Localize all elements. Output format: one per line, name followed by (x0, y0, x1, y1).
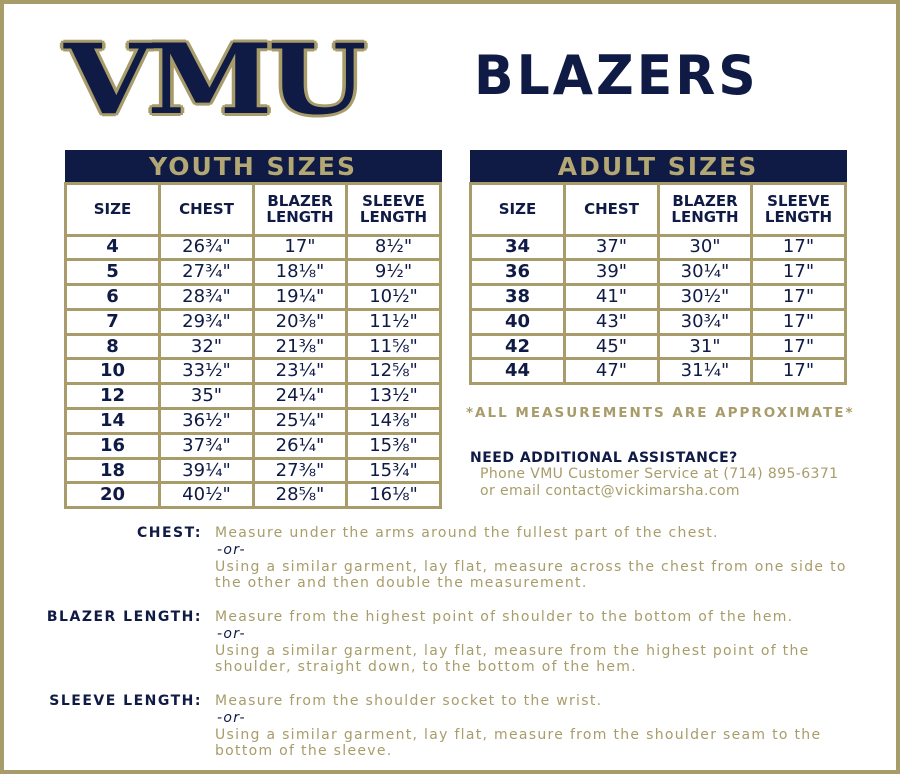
instruction-or: -or- (217, 541, 246, 558)
table-row (66, 384, 441, 409)
blazer-length-cell: 31" (659, 334, 752, 359)
youth-table-body (66, 235, 441, 508)
blazer-length-cell: 30½" (659, 285, 752, 310)
size-cell: 6 (66, 285, 160, 310)
chest-cell: 32" (160, 334, 254, 359)
size-cell: 18 (66, 458, 160, 483)
youth-header-blazer-length: BLAZER LENGTH (254, 183, 347, 235)
sleeve-length-cell: 14⅜" (347, 409, 441, 434)
table-row (66, 483, 441, 508)
instruction-label: BLAZER LENGTH: (46, 609, 202, 625)
vmu-logo: VMU (64, 23, 362, 136)
instruction-primary: Measure under the arms around the fullest part of the chest. (215, 525, 719, 541)
assistance-email[interactable]: or email contact@vickimarsha.com (480, 483, 740, 499)
table-row (66, 285, 441, 310)
blazer-length-cell: 30" (659, 235, 752, 260)
chest-cell: 26¾" (160, 235, 254, 260)
chest-cell: 27¾" (160, 260, 254, 285)
chest-cell: 40½" (160, 483, 254, 508)
size-cell: 36 (471, 260, 565, 285)
blazer-length-cell: 17" (254, 235, 347, 260)
youth-banner: YOUTH SIZES (66, 151, 441, 183)
blazer-length-cell: 18⅛" (254, 260, 347, 285)
size-cell: 20 (66, 483, 160, 508)
sleeve-length-cell: 9½" (347, 260, 441, 285)
instruction-or: -or- (217, 625, 246, 642)
chest-cell: 43" (565, 309, 659, 334)
blazer-length-cell: 30¾" (659, 309, 752, 334)
sleeve-length-cell: 17" (752, 309, 846, 334)
blazer-length-cell: 23¼" (254, 359, 347, 384)
adult-size-table (469, 150, 847, 385)
adult-header-sleeve-length: SLEEVE LENGTH (752, 183, 846, 235)
youth-header-size: SIZE (66, 183, 160, 235)
youth-header-chest: CHEST (160, 183, 254, 235)
adult-header-size: SIZE (471, 183, 565, 235)
sleeve-length-cell: 17" (752, 235, 846, 260)
size-cell: 10 (66, 359, 160, 384)
instruction-or: -or- (217, 709, 246, 726)
adult-header-blazer-length: BLAZER LENGTH (659, 183, 752, 235)
sleeve-length-cell: 17" (752, 334, 846, 359)
size-cell: 38 (471, 285, 565, 310)
size-cell: 40 (471, 309, 565, 334)
chest-cell: 35" (160, 384, 254, 409)
size-cell: 5 (66, 260, 160, 285)
size-cell: 14 (66, 409, 160, 434)
blazer-length-cell: 24¼" (254, 384, 347, 409)
table-row (471, 359, 846, 384)
size-cell: 8 (66, 334, 160, 359)
size-cell: 4 (66, 235, 160, 260)
size-cell: 16 (66, 433, 160, 458)
sleeve-length-cell: 17" (752, 260, 846, 285)
instruction-alternate: Using a similar garment, lay flat, measure from the shoulder seam to the bottom of the sleeve. (215, 726, 822, 760)
blazer-length-cell: 20⅜" (254, 309, 347, 334)
chest-cell: 41" (565, 285, 659, 310)
sleeve-length-cell: 15⅜" (347, 433, 441, 458)
table-row (471, 334, 846, 359)
instruction-alternate: Using a similar garment, lay flat, measure across the chest from one side to the other and then double the measurement. (215, 558, 847, 592)
adult-table-body (471, 235, 846, 384)
sleeve-length-cell: 10½" (347, 285, 441, 310)
instruction-label: SLEEVE LENGTH: (49, 693, 202, 709)
instruction-label: CHEST: (136, 525, 202, 541)
blazer-length-cell: 21⅜" (254, 334, 347, 359)
instruction-text (215, 609, 875, 676)
size-cell: 42 (471, 334, 565, 359)
sleeve-length-cell: 15¾" (347, 458, 441, 483)
assistance-heading: NEED ADDITIONAL ASSISTANCE? (470, 450, 738, 466)
blazer-length-cell: 26¼" (254, 433, 347, 458)
blazer-length-cell: 31¼" (659, 359, 752, 384)
blazer-length-cell: 27⅜" (254, 458, 347, 483)
assistance-phone: Phone VMU Customer Service at (714) 895-6371 (480, 466, 839, 482)
blazer-length-cell: 28⅝" (254, 483, 347, 508)
table-row (471, 285, 846, 310)
sleeve-length-cell: 17" (752, 285, 846, 310)
youth-size-table (64, 150, 442, 509)
size-cell: 34 (471, 235, 565, 260)
instruction-alternate: Using a similar garment, lay flat, measure from the highest point of the shoulder, straight down, to the bottom of the hem. (215, 642, 810, 676)
chest-cell: 37" (565, 235, 659, 260)
table-row (471, 309, 846, 334)
blazer-length-cell: 19¼" (254, 285, 347, 310)
chest-cell: 47" (565, 359, 659, 384)
adult-banner: ADULT SIZES (471, 151, 846, 183)
instruction-text (215, 693, 875, 760)
blazer-length-cell: 30¼" (659, 260, 752, 285)
instruction-primary: Measure from the shoulder socket to the wrist. (215, 693, 603, 709)
chest-cell: 39" (565, 260, 659, 285)
approximate-note: *ALL MEASUREMENTS ARE APPROXIMATE* (466, 405, 855, 421)
table-row (66, 334, 441, 359)
size-cell: 44 (471, 359, 565, 384)
table-row (66, 309, 441, 334)
adult-header-chest: CHEST (565, 183, 659, 235)
page-title: BLAZERS (474, 44, 759, 108)
sleeve-length-cell: 13½" (347, 384, 441, 409)
chest-cell: 33½" (160, 359, 254, 384)
table-row (66, 409, 441, 434)
sleeve-length-cell: 11½" (347, 309, 441, 334)
size-cell: 7 (66, 309, 160, 334)
table-row (471, 260, 846, 285)
chest-cell: 39¼" (160, 458, 254, 483)
youth-header-sleeve-length: SLEEVE LENGTH (347, 183, 441, 235)
chest-cell: 28¾" (160, 285, 254, 310)
chest-cell: 36½" (160, 409, 254, 434)
chest-cell: 37¾" (160, 433, 254, 458)
instruction-primary: Measure from the highest point of shoulder to the bottom of the hem. (215, 609, 794, 625)
table-row (66, 359, 441, 384)
table-row (66, 260, 441, 285)
instruction-text (215, 525, 875, 592)
table-row (471, 235, 846, 260)
table-row (66, 458, 441, 483)
blazer-length-cell: 25¼" (254, 409, 347, 434)
sleeve-length-cell: 11⅝" (347, 334, 441, 359)
sleeve-length-cell: 17" (752, 359, 846, 384)
sleeve-length-cell: 8½" (347, 235, 441, 260)
table-row (66, 433, 441, 458)
chest-cell: 45" (565, 334, 659, 359)
chest-cell: 29¾" (160, 309, 254, 334)
sleeve-length-cell: 16⅛" (347, 483, 441, 508)
sleeve-length-cell: 12⅝" (347, 359, 441, 384)
size-cell: 12 (66, 384, 160, 409)
table-row (66, 235, 441, 260)
